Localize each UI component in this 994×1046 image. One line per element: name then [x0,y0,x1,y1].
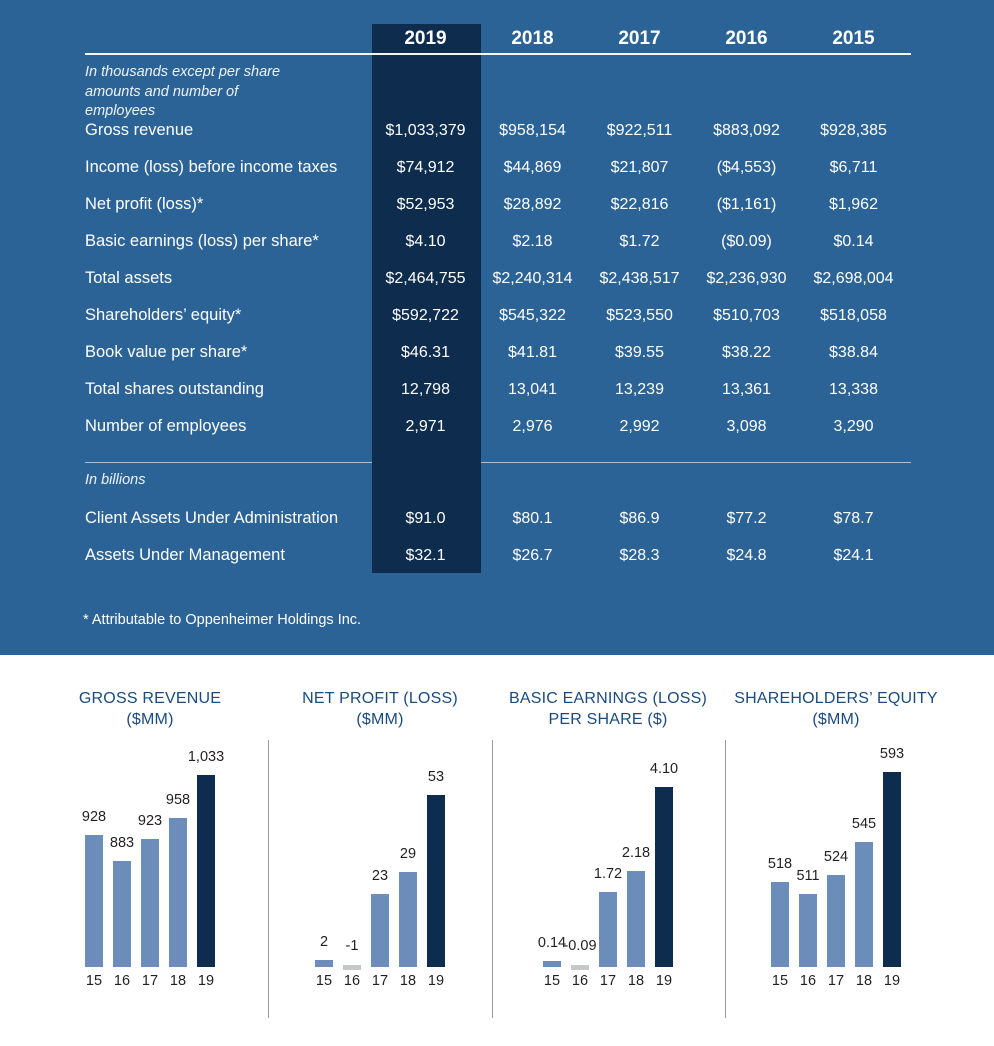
row-label: Gross revenue [85,121,194,139]
cell-2019: 2,971 [405,417,446,435]
cell-2018: 13,041 [508,380,557,398]
row-label: Income (loss) before income taxes [85,158,338,176]
table-body-billions [0,500,994,574]
cell-2016: ($0.09) [721,232,772,250]
x-tick-label: 15 [315,973,333,989]
bar-value-label: 958 [165,792,191,808]
cell-2015: $78.7 [833,509,874,527]
cell-2017: $1.72 [619,232,660,250]
bar-group [310,767,450,967]
x-tick-label: 17 [599,973,617,989]
bar-value-label: 928 [81,809,107,825]
chart-divider-line [268,740,269,1018]
cell-2017: 13,239 [615,380,664,398]
chart-title-line2: ($MM) [126,711,174,728]
cell-2018: $2.18 [512,232,553,250]
bar-slot-15 [766,767,794,967]
table-row [0,297,994,334]
table-body-thousands [0,112,994,445]
x-axis-labels [80,973,220,989]
table-row [0,500,994,537]
bar-18 [169,818,187,967]
cell-2019: $592,722 [392,306,459,324]
table-row [0,371,994,408]
charts-panel [0,655,994,1046]
bar-value-label: 2.18 [621,845,651,861]
cell-2015: 3,290 [833,417,874,435]
chart-title [280,688,480,730]
chart-title-line1: SHAREHOLDERS’ EQUITY [734,690,938,707]
bar-value-label: 518 [767,856,793,872]
cell-2017: $21,807 [610,158,669,176]
x-tick-label: 17 [827,973,845,989]
bar-value-label: 1,033 [187,749,225,765]
bar-19 [883,772,901,967]
bar-value-label: 1.72 [593,866,623,882]
cell-2018: $958,154 [499,121,566,139]
cell-2018: $26.7 [512,546,553,564]
cell-2017: $2,438,517 [599,269,680,287]
chart-basic-eps [498,655,718,1046]
cell-2016: ($4,553) [716,158,777,176]
bar-slot-19 [649,761,679,967]
bar-value-label: 29 [399,846,417,862]
cell-2016: 13,361 [722,380,771,398]
row-label: Total assets [85,269,173,287]
bar-slot-16 [563,767,597,967]
cell-2016: $77.2 [726,509,767,527]
bar-16 [343,965,361,970]
x-tick-label: 18 [169,973,187,989]
table-row [0,260,994,297]
chart-title-line1: NET PROFIT (LOSS) [302,690,458,707]
year-header-2017: 2017 [618,27,661,49]
x-tick-label: 17 [371,973,389,989]
x-axis-labels [538,973,678,989]
bar-value-label: -1 [345,938,359,954]
cell-2018: $545,322 [499,306,566,324]
year-header-2016: 2016 [725,27,768,49]
cell-2019: $52,953 [396,195,455,213]
bar-group [80,749,225,967]
bar-18 [855,842,873,967]
bar-slot-17 [594,767,622,967]
footnote: * Attributable to Oppenheimer Holdings Inc. [83,612,362,628]
cell-2015: $0.14 [833,232,874,250]
x-tick-label: 16 [343,973,361,989]
cell-2017: $523,550 [606,306,673,324]
bar-15 [771,882,789,967]
x-tick-label: 15 [771,973,789,989]
cell-2017: $922,511 [606,121,673,139]
cell-2016: $2,236,930 [706,269,787,287]
bar-slot-17 [822,767,850,967]
cell-2015: $38.84 [829,343,878,361]
table-row [0,149,994,186]
cell-2018: $80.1 [512,509,553,527]
row-label: Number of employees [85,417,247,435]
bar-value-label: 53 [427,769,445,785]
cell-2015: $1,962 [829,195,878,213]
chart-title-line1: BASIC EARNINGS (LOSS) [508,690,708,707]
x-tick-label: 17 [141,973,159,989]
bar-16 [571,965,589,970]
x-tick-label: 19 [655,973,673,989]
year-header-row [0,24,994,53]
table-row [0,223,994,260]
bar-value-label: 883 [109,835,135,851]
bar-slot-15 [538,767,566,967]
x-tick-label: 19 [427,973,445,989]
bar-value-label: 0.14 [537,935,567,951]
cell-2015: $6,711 [829,158,878,176]
bar-value-label: 524 [823,849,849,865]
bar-slot-16 [338,767,366,967]
cell-2016: ($1,161) [716,195,777,213]
x-axis-labels [310,973,450,989]
bar-slot-15 [80,767,108,967]
bar-17 [141,839,159,967]
cell-2019: $32.1 [405,546,446,564]
bar-value-label: 923 [137,813,163,829]
x-tick-label: 16 [799,973,817,989]
cell-2015: $518,058 [820,306,887,324]
x-tick-label: 19 [197,973,215,989]
cell-2019: $74,912 [396,158,455,176]
chart-title-line1: GROSS REVENUE [78,690,222,707]
chart-shareholders-equity [726,655,946,1046]
row-label: Net profit (loss)* [85,195,204,213]
table-row [0,408,994,445]
table-row [0,186,994,223]
bar-19 [427,795,445,967]
cell-2019: 12,798 [401,380,450,398]
units-note: In thousands except per share amounts and number of employees [85,64,281,120]
year-header-2015: 2015 [832,27,875,49]
x-tick-label: 15 [543,973,561,989]
row-label: Book value per share* [85,343,248,361]
cell-2019: $46.31 [401,343,450,361]
bar-15 [315,960,333,967]
cell-2015: $24.1 [833,546,874,564]
chart-title [34,688,266,730]
cell-2016: $24.8 [726,546,767,564]
cell-2016: $883,092 [713,121,780,139]
bar-slot-18 [622,767,650,967]
bar-19 [655,787,673,967]
bar-slot-19 [187,749,225,967]
year-header-2018: 2018 [511,27,554,49]
cell-2017: 2,992 [619,417,660,435]
bar-slot-16 [794,767,822,967]
bar-17 [599,892,617,967]
cell-2019: $2,464,755 [385,269,466,287]
bar-value-label: 2 [319,934,329,950]
table-row [0,334,994,371]
section-separator-line [85,462,911,463]
bar-value-label: 4.10 [649,761,679,777]
bar-17 [827,875,845,967]
bar-value-label: -0.09 [563,938,597,954]
cell-2017: $28.3 [619,546,660,564]
chart-net-profit-loss [280,655,480,1046]
bar-slot-18 [164,767,192,967]
year-header-2019: 2019 [404,27,447,49]
bar-slot-19 [878,746,906,967]
chart-title-line2: PER SHARE ($) [548,711,668,728]
bar-value-label: 23 [371,868,389,884]
bar-group [537,761,679,967]
cell-2015: $2,698,004 [813,269,894,287]
cell-2016: $38.22 [722,343,771,361]
x-tick-label: 18 [627,973,645,989]
x-tick-label: 16 [113,973,131,989]
bar-16 [113,861,131,967]
x-tick-label: 18 [855,973,873,989]
row-label: Total shares outstanding [85,380,264,398]
bar-16 [799,894,817,967]
cell-2018: $41.81 [508,343,557,361]
bar-18 [627,871,645,967]
bar-value-label: 593 [879,746,905,762]
table-row [0,112,994,149]
x-axis-labels [766,973,906,989]
cell-2019: $1,033,379 [385,121,466,139]
chart-title-line2: ($MM) [812,711,860,728]
cell-2018: $44,869 [503,158,562,176]
header-separator-line [85,53,911,55]
chart-title [498,688,718,730]
bar-slot-17 [366,767,394,967]
chart-title-line2: ($MM) [356,711,404,728]
chart-divider-line [492,740,493,1018]
cell-2017: $86.9 [619,509,660,527]
cell-2019: $4.10 [405,232,446,250]
bar-18 [399,872,417,967]
cell-2017: $22,816 [610,195,669,213]
bar-slot-19 [422,767,450,967]
table-row [0,537,994,574]
cell-2018: 2,976 [512,417,553,435]
bar-slot-15 [310,767,338,967]
row-label: Basic earnings (loss) per share* [85,232,319,250]
bar-15 [85,835,103,967]
x-tick-label: 19 [883,973,901,989]
bar-19 [197,775,215,967]
cell-2015: $928,385 [820,121,887,139]
billions-note: In billions [85,472,146,488]
cell-2019: $91.0 [405,509,446,527]
x-tick-label: 16 [571,973,589,989]
bar-group [766,746,906,967]
row-label: Client Assets Under Administration [85,509,339,527]
cell-2016: 3,098 [726,417,767,435]
cell-2015: 13,338 [829,380,878,398]
cell-2018: $28,892 [503,195,562,213]
cell-2016: $510,703 [713,306,780,324]
bar-15 [543,961,561,967]
bar-value-label: 545 [851,816,877,832]
cell-2018: $2,240,314 [492,269,573,287]
x-tick-label: 18 [399,973,417,989]
bar-slot-17 [136,767,164,967]
cell-2017: $39.55 [615,343,664,361]
row-label: Shareholders’ equity* [85,306,242,324]
row-label: Assets Under Management [85,546,285,564]
bar-17 [371,894,389,967]
bar-slot-18 [850,767,878,967]
bar-slot-16 [108,767,136,967]
bar-slot-18 [394,767,422,967]
x-tick-label: 15 [85,973,103,989]
chart-title [726,688,946,730]
bar-value-label: 511 [796,868,820,884]
chart-gross-revenue [34,655,266,1046]
